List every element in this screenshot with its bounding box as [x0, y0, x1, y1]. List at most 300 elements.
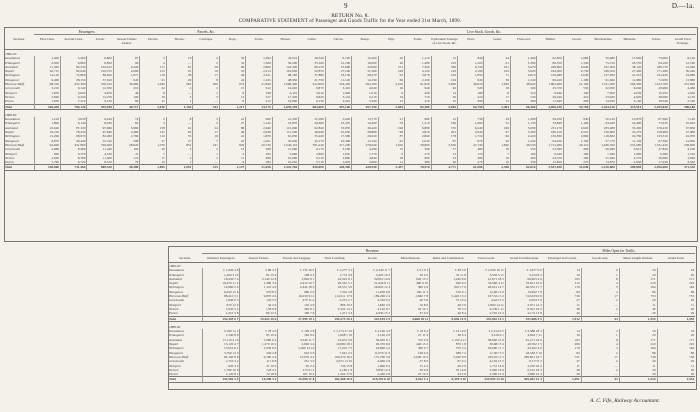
table-cell: 114,511 17 6	[316, 294, 354, 298]
table-cell: 43 2 6	[430, 372, 468, 377]
section-name: Wellington	[4, 73, 34, 77]
table-cell: 383	[246, 160, 272, 165]
table-cell: 1,555	[657, 316, 695, 321]
table-cell: 33,784	[563, 104, 589, 109]
table-cell: 10	[166, 56, 192, 60]
table-cell: 2	[581, 329, 619, 333]
table-cell: 58	[166, 73, 192, 77]
table-cell: 670 12 0	[202, 303, 240, 307]
table-cell: 288 7 2	[430, 351, 468, 355]
section-name: Napier	[168, 342, 202, 346]
table-cell: 27 11 3	[392, 333, 430, 337]
table-cell: 1	[193, 152, 219, 156]
table-cell: 620 3 4	[202, 364, 240, 368]
table-cell: 20,561 5 1	[316, 281, 354, 285]
table-cell: 82,260	[87, 134, 113, 138]
table-cell: 58,800	[405, 143, 431, 147]
table-cell: 9,430	[60, 95, 86, 99]
table-cell: 4	[166, 86, 192, 90]
table-cell: 902	[166, 82, 192, 86]
table-cell: 99	[378, 130, 404, 134]
table-cell: 620 15 2	[392, 277, 430, 281]
table-cell: 16	[619, 329, 657, 333]
table-cell: 1,630	[687, 90, 696, 95]
table-cell: 4,920	[616, 95, 642, 99]
table-cell: 29	[690, 298, 695, 303]
table-cell: 97,640	[87, 130, 113, 134]
table-cell: 5	[219, 152, 245, 156]
table-cell: 317,200	[325, 143, 351, 147]
table-cell: 330	[510, 160, 536, 165]
table-cell: 3,810	[405, 130, 431, 134]
table-cell: 2,010	[140, 104, 166, 109]
table-cell: 31,036	[246, 165, 272, 170]
group-header: Parcels, &c.	[140, 30, 272, 35]
table-cell: 1,871	[113, 73, 139, 77]
table-cell: 2	[166, 156, 192, 160]
table-cell: 12	[219, 95, 245, 99]
table-cell: 2,610	[510, 73, 536, 77]
table-cell: 370 8 2	[240, 290, 278, 294]
table-cell: 26,240	[537, 95, 563, 99]
table-cell: 1,555	[619, 316, 657, 321]
table-cell: 67 4 2	[430, 359, 468, 363]
table-cell: 1,980 6 4	[240, 338, 278, 342]
table-cell: 2,260 12 10	[278, 346, 316, 350]
table-cell: 62,850	[537, 56, 563, 60]
table-cell: 410	[405, 99, 431, 104]
table-cell: 2,630 15 3	[354, 311, 392, 316]
section-name: Nelson	[168, 307, 202, 311]
table-cell: 97,960	[87, 126, 113, 130]
table-cell: 35,310	[87, 139, 113, 143]
table-cell: 1	[166, 99, 192, 104]
table-cell: 163	[543, 338, 581, 342]
group-header: Passengers.	[34, 30, 140, 35]
table-cell: 930	[563, 117, 589, 121]
table-cell: 310 4 1	[430, 290, 468, 294]
table-cell: 93,250	[60, 65, 86, 69]
table-cell: 231,170	[537, 126, 563, 130]
table-cell: 738	[689, 354, 695, 359]
table-cell: £ 78 4 0	[240, 329, 278, 333]
table-cell: 74 18 6	[240, 372, 278, 377]
table-cell: 14	[431, 91, 457, 95]
table-cell: 169	[484, 126, 510, 130]
table-cell: 16 8 0	[392, 303, 430, 307]
table-cell: 72,950	[643, 78, 669, 82]
table-cell: 9,460	[34, 78, 60, 82]
table-cell: 210	[619, 342, 657, 346]
table-cell: 118,820	[590, 134, 616, 138]
year-label: 1889-90	[169, 264, 181, 268]
column-header: Goods.	[367, 256, 378, 260]
table-cell: 806 19 3	[316, 303, 354, 307]
table-cell: 176,430	[643, 126, 669, 130]
table-cell: 2,702 10 4	[467, 311, 505, 316]
table-cell: 2,030	[616, 91, 642, 95]
table-cell: 210	[689, 342, 695, 347]
table-cell: 4,320	[113, 65, 139, 69]
table-cell: 1,751 3 6	[316, 273, 354, 277]
table-cell: 2,510	[563, 130, 589, 134]
table-cell: 24,680	[685, 73, 696, 78]
table-cell: 3,070	[405, 73, 431, 77]
year-label: 1889-90	[5, 52, 17, 56]
table-cell: 6,800	[60, 61, 86, 65]
table-cell: 25,596 11 8	[278, 377, 316, 382]
table-cell: 4,330	[87, 152, 113, 156]
table-cell: 192	[113, 147, 139, 151]
table-cell: 189,260 2 4	[354, 294, 392, 298]
table-cell: 643	[113, 78, 139, 82]
table-cell: 810 17 9	[430, 285, 468, 289]
table-cell: 210	[113, 86, 139, 90]
table-cell: 3	[193, 117, 219, 121]
table-cell: 20	[690, 272, 695, 277]
column-header: Grand Total Tonnage.	[674, 37, 691, 45]
revenue-table	[168, 264, 695, 383]
table-cell: 29	[166, 78, 192, 82]
table-cell: 251 3 0	[278, 359, 316, 363]
table-cell: 910 5 6	[278, 351, 316, 355]
section-name: Whangarei	[4, 61, 34, 65]
column-header: Carriages.	[199, 37, 213, 41]
table-cell: 201	[431, 130, 457, 134]
table-cell: 150,480	[537, 73, 563, 77]
table-cell: 251,090	[684, 82, 696, 87]
table-cell: 6	[219, 91, 245, 95]
table-cell: 1,731 14 6	[467, 364, 505, 368]
table-cell: —	[166, 121, 192, 125]
table-cell: 248,600	[537, 65, 563, 69]
table-cell: 19,130	[325, 73, 351, 77]
section-name: Hurunui-Bluff	[4, 143, 34, 147]
table-cell: 428,550	[352, 165, 378, 170]
column-header: Parcels.	[147, 37, 159, 41]
table-cell: 41,671 18 5	[467, 277, 505, 281]
table-cell: 197,521 3 2	[467, 294, 505, 298]
table-cell: 33,179	[246, 104, 272, 109]
table-cell: 197,200	[590, 65, 616, 69]
table-cell: 1,890	[34, 121, 60, 125]
table-cell: 23,620	[590, 95, 616, 99]
column-header: Sections.	[13, 37, 25, 41]
table-cell: 25,030	[325, 130, 351, 134]
total-row	[168, 377, 695, 382]
table-cell: 20	[619, 333, 657, 337]
table-cell: 1,850	[458, 73, 484, 77]
table-cell: 360 9 7	[392, 346, 430, 350]
table-cell: 17	[484, 95, 510, 99]
section-name: Greymouth	[4, 147, 34, 151]
table-cell: 120 5 0	[240, 298, 278, 302]
table-cell: 294,100	[352, 82, 378, 86]
table-cell: 480 9 10	[392, 281, 430, 285]
table-cell: 11	[543, 303, 581, 307]
table-cell: 731,460	[60, 165, 86, 170]
section-name: Total	[4, 104, 34, 109]
table-cell: 6	[378, 152, 404, 156]
table-cell: 18,750	[616, 61, 642, 65]
section-name: Total	[4, 165, 34, 170]
table-cell: 40,717	[113, 104, 139, 109]
year-label: 1888-89	[169, 324, 181, 329]
table-cell: 2,478 10 2	[505, 364, 543, 368]
table-cell: 2,980	[34, 147, 60, 151]
table-cell: 13,100	[352, 139, 378, 143]
table-cell: 41	[219, 117, 245, 121]
table-cell: 6,880	[405, 126, 431, 130]
table-cell: 9,380	[643, 152, 669, 156]
table-cell: 148 4 6	[392, 351, 430, 355]
table-cell: 13,290	[34, 134, 60, 138]
table-cell: 13	[219, 147, 245, 151]
table-cell: 15	[378, 147, 404, 151]
table-cell: 9,820	[299, 95, 325, 99]
table-cell: 13,860	[685, 77, 696, 82]
table-cell: 1,280	[510, 117, 536, 121]
table-cell: 2	[193, 156, 219, 160]
table-cell: 43,000	[352, 65, 378, 69]
table-cell: 163	[543, 277, 581, 281]
table-cell: 8,850	[87, 61, 113, 65]
table-cell: 73,150	[590, 61, 616, 65]
table-cell: 527	[246, 95, 272, 99]
table-cell: 111,200	[272, 130, 298, 134]
table-cell: 17,040	[537, 99, 563, 104]
table-cell: 10,050	[272, 160, 298, 165]
table-cell: 1,120 8 2	[202, 372, 240, 377]
table-cell: 62,840	[299, 126, 325, 130]
table-cell: 2,730	[563, 69, 589, 73]
table-cell: 1	[193, 91, 219, 95]
table-cell: 168,100	[590, 69, 616, 73]
table-cell: 2,605	[378, 104, 404, 109]
table-cell: 21,160	[563, 82, 589, 86]
column-header: Totals.	[95, 37, 105, 41]
table-cell: 35,240	[299, 134, 325, 138]
table-cell: 4	[140, 61, 166, 65]
table-cell: 179	[543, 285, 581, 289]
table-cell: 8,378 4 10	[430, 377, 468, 382]
table-cell: 16	[690, 329, 695, 334]
table-cell: 4,104 15 5	[467, 359, 505, 363]
table-cell: 264,300	[616, 82, 642, 86]
table-cell: 10	[140, 160, 166, 165]
table-cell: 1,930	[34, 99, 60, 104]
table-cell: 1,512	[543, 316, 581, 321]
table-cell: 270	[458, 160, 484, 165]
table-cell: 8,030	[87, 121, 113, 125]
section-name: Whangarei	[168, 333, 202, 337]
table-cell: 3,820	[431, 82, 457, 86]
table-cell: 16	[484, 147, 510, 151]
table-cell: 1,840	[484, 143, 510, 147]
table-cell: 3,410	[325, 86, 351, 90]
table-cell: 20,715	[34, 69, 60, 73]
table-cell: £ 3,677 0 0	[505, 268, 543, 272]
table-cell: 29	[619, 359, 657, 363]
table-cell: 3,840	[687, 155, 696, 160]
table-cell: 43	[581, 377, 619, 382]
table-cell: 6,800	[87, 56, 113, 60]
table-cell: 16	[484, 156, 510, 160]
table-cell: 21	[378, 117, 404, 121]
table-cell: 1,820 4 5	[354, 303, 392, 307]
table-cell: 111 6 8	[240, 359, 278, 363]
table-cell: 82,140 9 8	[202, 355, 240, 359]
table-cell: 11	[690, 302, 695, 307]
table-cell: 16	[690, 268, 695, 273]
table-cell: 78,570	[405, 165, 431, 170]
column-header: Dogs.	[228, 37, 237, 41]
table-cell: 24	[193, 126, 219, 130]
table-cell: 389,890	[616, 165, 642, 170]
table-cell: £ 940 11 2	[202, 329, 240, 333]
table-cell: 530	[510, 95, 536, 99]
table-cell: 70 14 6	[430, 368, 468, 372]
table-cell: 74	[113, 117, 139, 121]
table-cell: 1,760	[113, 134, 139, 138]
table-cell: 1,895	[140, 165, 166, 170]
table-cell: 86,920	[87, 73, 113, 77]
table-cell: 67	[166, 65, 192, 69]
table-cell: 59,200	[272, 61, 298, 65]
table-cell: 1,802,400	[537, 82, 563, 86]
group-header: Live Stock, Goods, &c.	[272, 30, 696, 35]
table-cell: 1,460	[510, 56, 536, 60]
table-cell: 412	[246, 99, 272, 104]
table-cell: 96	[219, 65, 245, 69]
table-cell: 61	[140, 78, 166, 82]
table-cell: 1,370	[140, 143, 166, 147]
table-cell: 569	[246, 147, 272, 151]
traffic-table	[4, 52, 696, 171]
table-cell: 1,180	[563, 78, 589, 82]
table-cell: 2,540	[687, 160, 696, 165]
table-cell: 64,750	[458, 104, 484, 109]
table-cell: 3,420 10 3	[354, 273, 392, 277]
table-cell: 47,130	[458, 143, 484, 147]
table-cell: 48,950	[272, 78, 298, 82]
table-cell: 2	[193, 61, 219, 65]
table-cell: 11,120	[325, 78, 351, 82]
table-cell: 9,170	[299, 147, 325, 151]
table-cell: 20,170	[299, 139, 325, 143]
table-cell: 4,480	[687, 86, 696, 91]
table-cell: 104	[431, 78, 457, 82]
table-cell: 35,290	[616, 126, 642, 130]
table-cell: 4,824 7 11	[505, 333, 543, 337]
table-cell: 2,800	[299, 152, 325, 156]
table-cell: 84	[543, 351, 581, 355]
table-cell: 93	[378, 73, 404, 77]
table-cell: 1,608 7 10	[316, 333, 354, 337]
column-header: Pigs.	[388, 37, 395, 41]
table-cell: 190	[113, 95, 139, 99]
table-cell: 16,230 9 11	[278, 294, 316, 298]
table-cell: 7,360	[405, 65, 431, 69]
table-cell: 36,920 8 1	[354, 338, 392, 342]
table-cell: 36	[484, 139, 510, 143]
table-cell: 97	[431, 139, 457, 143]
column-header: Horses.	[280, 37, 291, 41]
table-cell: 2,537,030	[537, 165, 563, 170]
table-cell: 1,010	[325, 152, 351, 156]
table-cell: 18	[484, 86, 510, 90]
table-cell: 505,461 12 3	[505, 377, 543, 382]
table-cell: 102,755	[87, 69, 113, 73]
table-cell: 171	[619, 338, 657, 342]
table-cell: 37,880	[299, 73, 325, 77]
table-cell: 3,160	[325, 147, 351, 151]
table-cell: 19,210	[34, 130, 60, 134]
section-name: Greymouth	[168, 298, 202, 302]
table-cell: 21,730	[299, 78, 325, 82]
table-cell: 87	[378, 134, 404, 138]
table-cell: 21,840	[246, 82, 272, 86]
table-cell: 17	[581, 355, 619, 359]
table-cell: 13,910 6 1	[202, 346, 240, 350]
table-cell: 8,780	[60, 156, 86, 160]
table-cell: 312,033 0 8	[505, 294, 543, 298]
table-cell: 156,060	[590, 130, 616, 134]
section-name: Total	[168, 316, 202, 321]
table-cell: 19	[140, 95, 166, 99]
table-cell: 29	[690, 359, 695, 364]
table-cell: 612,900	[299, 82, 325, 86]
table-cell: 115,690	[272, 126, 298, 130]
statement-subtitle: COMPARATIVE STATEMENT of Passenger and Goods Traffic for the Year ended 31st March, 1890.	[238, 19, 462, 24]
table-cell: 490	[563, 147, 589, 151]
table-cell: 22,050	[590, 86, 616, 90]
table-cell: 323,992 13 10	[467, 377, 505, 382]
table-cell: 21,310	[616, 73, 642, 77]
table-cell: 37	[431, 147, 457, 151]
table-cell: 27	[219, 121, 245, 125]
table-cell: 28,920	[113, 143, 139, 147]
table-cell: 5,030	[60, 117, 86, 121]
table-cell: 138 0 8	[240, 307, 278, 311]
section-name: Picton	[168, 372, 202, 377]
table-cell: 40	[378, 61, 404, 65]
table-cell: 334,200	[325, 82, 351, 86]
table-cell: 2,671 14 2	[505, 303, 543, 307]
table-cell: 33	[378, 121, 404, 125]
table-cell: 216	[619, 281, 657, 285]
table-cell: 158,060	[34, 165, 60, 170]
table-cell: £ 156 2 8	[278, 329, 316, 333]
table-cell: £ 2,340 11 7	[354, 268, 392, 272]
table-cell: 46,552 17 7	[505, 285, 543, 289]
table-cell: 66,063 4 6	[505, 277, 543, 281]
table-cell: 289,821 18 7	[505, 355, 543, 359]
table-cell: 171,280	[643, 69, 669, 73]
table-cell: 38	[543, 368, 581, 372]
table-cell: 2,690 3 4	[278, 342, 316, 346]
column-header: Horses.	[174, 37, 185, 41]
table-cell: 194,300	[537, 69, 563, 73]
table-cell: 181	[484, 65, 510, 69]
table-cell: 279,040	[352, 143, 378, 147]
table-cell: 19	[193, 69, 219, 73]
section-name: Nelson	[168, 368, 202, 372]
table-cell: —	[166, 61, 192, 65]
table-cell: 2	[581, 359, 619, 363]
section-name: Whangarei	[168, 273, 202, 277]
table-cell: 13,870	[590, 160, 616, 165]
